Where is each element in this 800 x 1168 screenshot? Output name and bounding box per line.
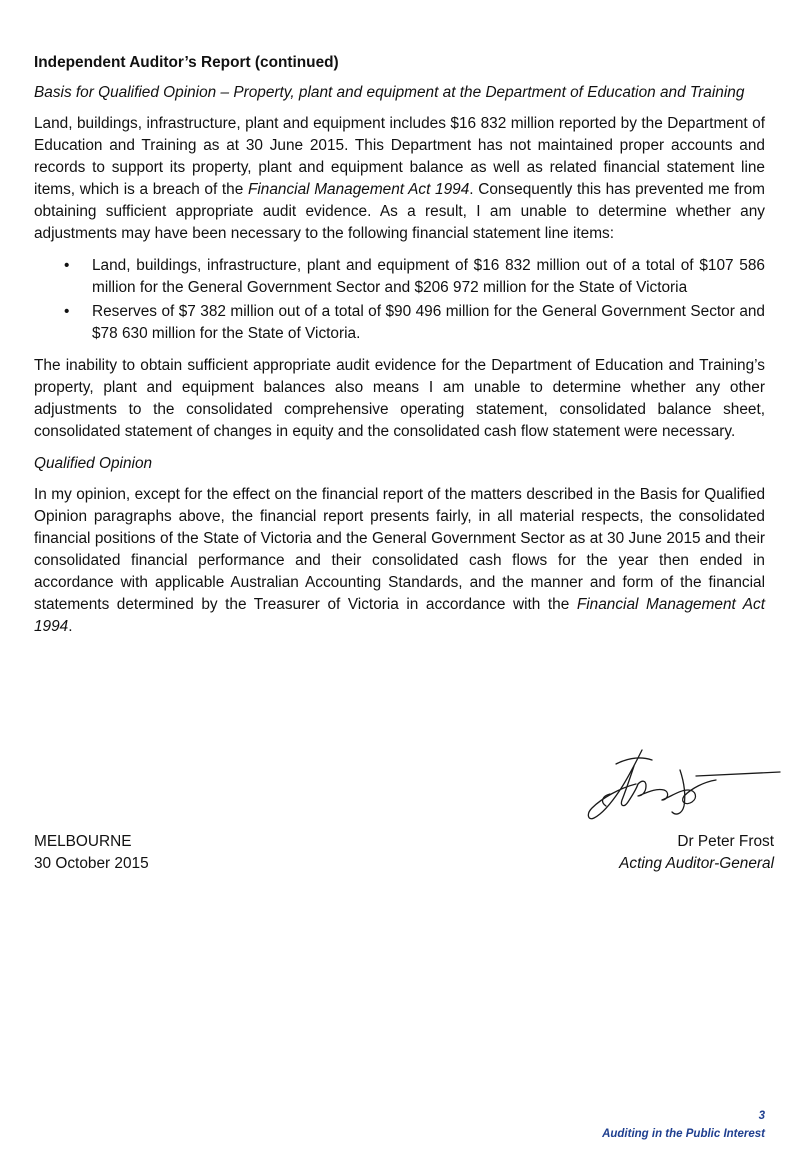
signature-icon: [576, 740, 786, 830]
signoff-date: 30 October 2015: [34, 855, 149, 872]
list-item: [34, 255, 765, 299]
bullet-icon: •: [64, 257, 70, 274]
report-body: [34, 52, 765, 648]
basis-paragraph-1-text-b: . Consequently this has prevented me from obtaining sufficient appropriate audit evidence. As a result, I am unable to determine whether any adjustments may have been necessary to the following financial statement line items:: [34, 181, 765, 242]
act-reference: Financial Management Act 1994: [247, 181, 470, 198]
signoff-city: MELBOURNE: [34, 833, 132, 850]
line-items-list: [34, 255, 765, 345]
signoff-signatory: [619, 831, 774, 875]
opinion-paragraph-text-b: .: [68, 618, 73, 635]
opinion-paragraph: [34, 484, 765, 638]
report-heading: Independent Auditor’s Report (continued): [34, 54, 339, 71]
act-reference: Financial Management Act 1994: [34, 596, 765, 635]
list-item-text: Reserves of $7 382 million out of a total of $90 496 million for the General Government Sector and $78 630 million for the State of Victoria.: [92, 303, 765, 342]
bullet-icon: •: [64, 303, 70, 320]
footer-title: Auditing in the Public Interest: [602, 1128, 765, 1140]
basis-heading: Basis for Qualified Opinion – Property, plant and equipment at the Department of Education and Training: [34, 84, 745, 101]
signatory-title: Acting Auditor-General: [619, 855, 774, 872]
basis-paragraph-2: The inability to obtain sufficient appropriate audit evidence for the Department of Education and Training’s property, plant and equipment balances also means I am unable to determine whether any other adjustments to the consolidated comprehensive operating statement, consolidated balance sheet, consolidated statement of changes in equity and the consolidated cash flow statement were necessary.: [34, 357, 765, 440]
page-number: 3: [758, 1110, 765, 1122]
list-item: [34, 301, 765, 345]
basis-paragraph-1-text-a: Land, buildings, infrastructure, plant and equipment includes $16 832 million reported by the Department of Education and Training as at 30 June 2015. This Department has not maintained proper accounts and records to support its property, plant and equipment balance as well as related financial statement line items, which is a breach of the: [34, 115, 765, 198]
opinion-paragraph-text-a: In my opinion, except for the effect on the financial report of the matters described in the Basis for Qualified Opinion paragraphs above, the financial report presents fairly, in all material respects, the consolidated financial positions of the State of Victoria and the General Government Sector as at 30 June 2015 and their consolidated financial performance and their consolidated cash flows for the year then ended in accordance with applicable Australian Accounting Standards, and the manner and form of the financial statements determined by the Treasurer of Victoria in accordance with the: [34, 486, 765, 613]
signoff-location: [34, 831, 149, 875]
list-item-text: Land, buildings, infrastructure, plant and equipment of $16 832 million out of a total of $107 586 million for the General Government Sector and $206 972 million for the State of Victoria: [92, 257, 765, 296]
opinion-heading: Qualified Opinion: [34, 455, 153, 472]
signatory-name: Dr Peter Frost: [677, 833, 774, 850]
basis-paragraph-1: [34, 113, 765, 245]
